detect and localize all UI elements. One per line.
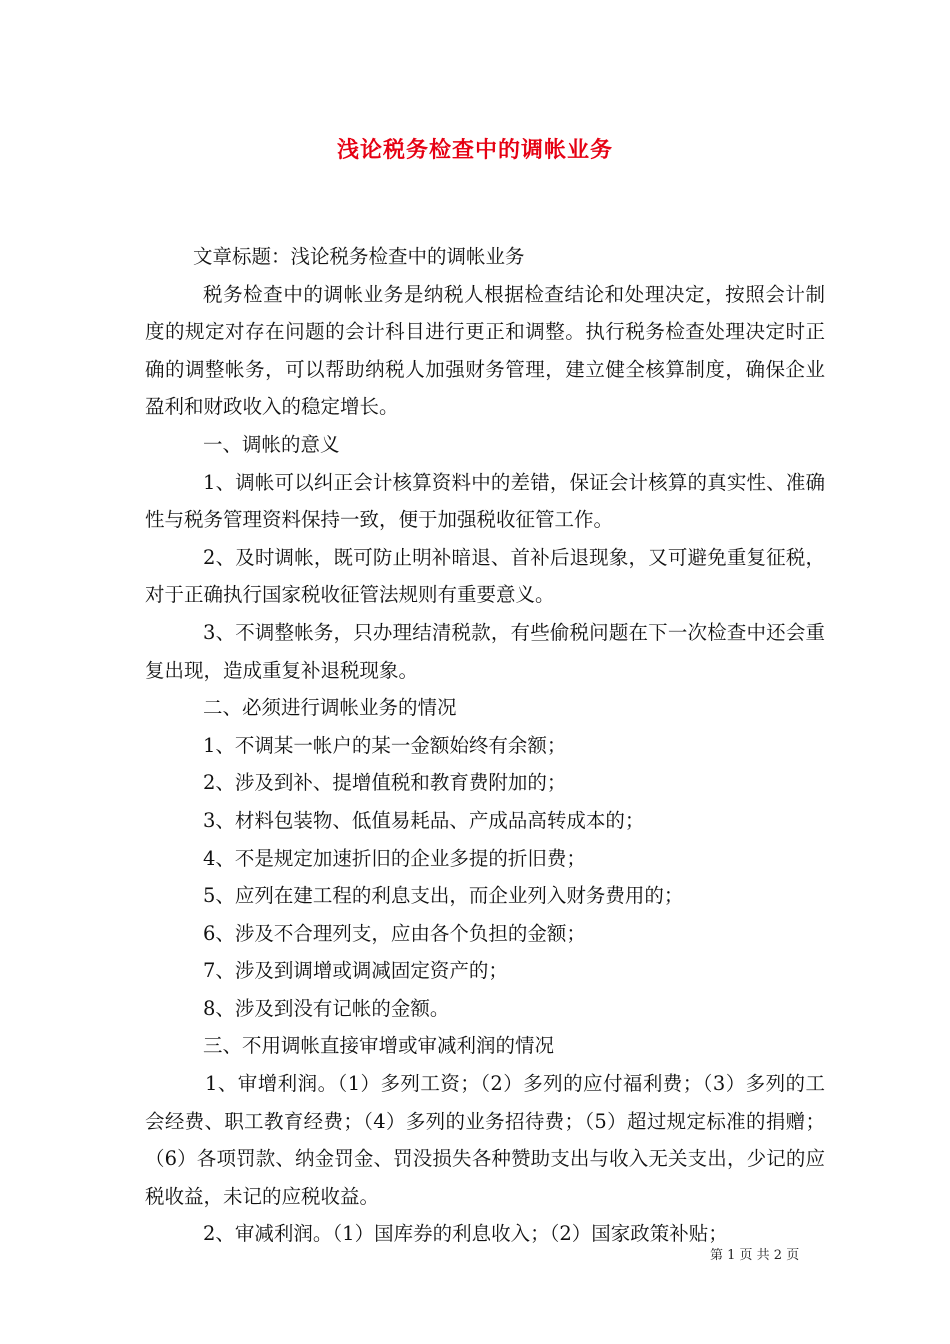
- paragraph-article-title: 文章标题：浅论税务检查中的调帐业务: [193, 245, 525, 268]
- paragraph-item: 1、审增利润。（1）多列工资；（2）多列的应付福利费；（3）多列的工会经费、职工教育经费；（4）多列的业务招待费；（5）超过规定标准的捐赠；（6）各项罚款、纳金罚金、罚没损失各种赞助支出与收入无关支出，少记的应税收益，未记的应税收益。: [145, 1072, 825, 1208]
- paragraph-item: 2、审减利润。（1）国库券的利息收入；（2）国家政策补贴；: [203, 1222, 728, 1246]
- section-heading-1: 一、调帐的意义: [203, 432, 340, 456]
- paragraph-item: 2、及时调帐，既可防止明补暗退、首补后退现象，又可避免重复征税，对于正确执行国家税收征管法规则有重要意义。: [145, 545, 825, 607]
- list-item: 1、不调某一帐户的某一金额始终有余额；: [203, 733, 567, 757]
- document-title: 浅论税务检查中的调帐业务: [336, 137, 613, 163]
- list-item: 7、涉及到调增或调减固定资产的；: [203, 959, 508, 983]
- paragraph-item: 1、调帐可以纠正会计核算资料中的差错，保证会计核算的真实性、准确性与税务管理资料保持一致，便于加强税收征管工作。: [145, 470, 825, 532]
- list-item: 4、不是规定加速折旧的企业多提的折旧费；: [203, 846, 586, 870]
- list-item: 2、涉及到补、提增值税和教育费附加的；: [203, 771, 567, 795]
- list-item: 6、涉及不合理列支，应由各个负担的金额；: [203, 921, 586, 945]
- paragraph-item: 3、不调整帐务，只办理结清税款，有些偷税问题在下一次检查中还会重复出现，造成重复补退税现象。: [145, 620, 825, 682]
- page-footer: 第 1 页 共 2 页: [710, 1248, 800, 1263]
- list-item: 3、材料包装物、低值易耗品、产成品高转成本的；: [203, 808, 645, 832]
- document-body: [145, 238, 825, 1253]
- section-heading-3: 三、不用调帐直接审增或审减利润的情况: [203, 1034, 555, 1058]
- list-item: 8、涉及到没有记帐的金额。: [203, 996, 450, 1020]
- section-heading-2: 二、必须进行调帐业务的情况: [203, 696, 457, 720]
- list-item: 5、应列在建工程的利息支出，而企业列入财务费用的；: [203, 884, 684, 908]
- paragraph-intro: 税务检查中的调帐业务是纳税人根据检查结论和处理决定，按照会计制度的规定对存在问题的会计科目进行更正和调整。执行税务检查处理决定时正确的调整帐务，可以帮助纳税人加强财务管理，建立健全核算制度，确保企业盈利和财政收入的稳定增长。: [145, 282, 825, 419]
